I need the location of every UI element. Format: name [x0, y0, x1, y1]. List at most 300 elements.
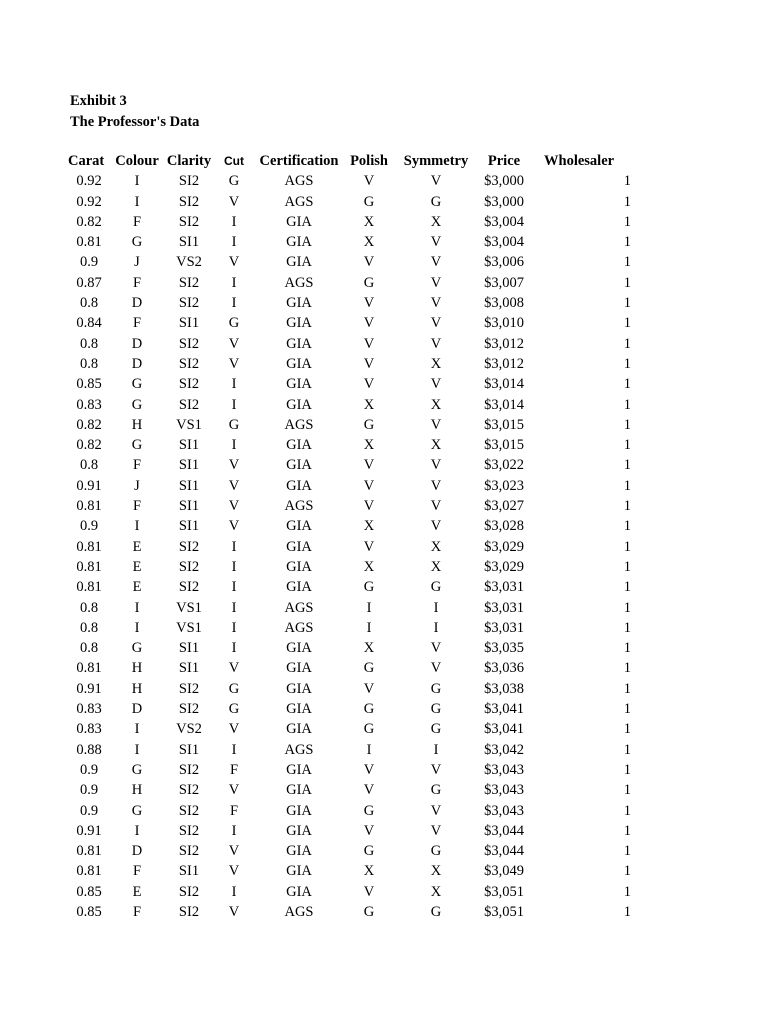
header-clarity: Clarity [166, 153, 212, 169]
cell-certification: GIA [286, 680, 312, 697]
cell-price: $3,023 [484, 477, 524, 494]
cell-carat: 0.9 [79, 761, 99, 778]
cell-carat: 0.81 [76, 558, 102, 575]
table-row [68, 516, 631, 536]
cell-cut: G [228, 416, 240, 433]
cell-symmetry: X [430, 355, 442, 372]
cell-certification: GIA [286, 761, 312, 778]
cell-wholesaler: 1 [623, 416, 631, 433]
cell-colour: G [131, 234, 143, 251]
cell-polish: V [363, 335, 375, 352]
table-header-row [68, 151, 631, 171]
header-polish: Polish [350, 153, 388, 169]
cell-clarity: SI1 [178, 498, 200, 515]
table-row [68, 252, 631, 272]
cell-cut: I [231, 558, 237, 575]
cell-clarity: SI2 [178, 903, 200, 920]
cell-wholesaler: 1 [623, 701, 631, 718]
cell-symmetry: V [430, 802, 442, 819]
cell-price: $3,008 [484, 295, 524, 312]
header-symmetry: Symmetry [403, 153, 469, 169]
cell-wholesaler: 1 [623, 518, 631, 535]
cell-polish: G [363, 193, 375, 210]
cell-price: $3,051 [484, 883, 524, 900]
cell-certification: GIA [286, 782, 312, 799]
cell-colour: H [131, 660, 143, 677]
cell-carat: 0.81 [76, 498, 102, 515]
cell-cut: I [231, 579, 237, 596]
cell-colour: H [131, 782, 143, 799]
cell-certification: GIA [286, 518, 312, 535]
cell-carat: 0.8 [79, 295, 99, 312]
table-row [68, 882, 631, 902]
cell-clarity: SI2 [178, 782, 200, 799]
cell-cut: V [228, 660, 240, 677]
cell-wholesaler: 1 [623, 315, 631, 332]
header-certification: Certification [259, 153, 339, 169]
cell-colour: D [131, 843, 143, 860]
cell-symmetry: V [430, 173, 442, 190]
cell-colour: D [131, 355, 143, 372]
cell-carat: 0.91 [76, 477, 102, 494]
cell-carat: 0.9 [79, 802, 99, 819]
cell-price: $3,038 [484, 680, 524, 697]
cell-symmetry: X [430, 883, 442, 900]
cell-symmetry: V [430, 416, 442, 433]
cell-polish: X [363, 518, 375, 535]
cell-wholesaler: 1 [623, 234, 631, 251]
cell-price: $3,042 [484, 741, 524, 758]
cell-price: $3,043 [484, 802, 524, 819]
table-row [68, 435, 631, 455]
cell-price: $3,029 [484, 538, 524, 555]
cell-polish: G [363, 701, 375, 718]
cell-colour: F [132, 498, 142, 515]
cell-carat: 0.81 [76, 579, 102, 596]
cell-cut: V [228, 335, 240, 352]
table-row [68, 415, 631, 435]
cell-clarity: VS2 [176, 254, 202, 271]
cell-polish: X [363, 640, 375, 657]
header-price: Price [487, 153, 521, 169]
cell-symmetry: X [430, 437, 442, 454]
cell-carat: 0.81 [76, 234, 102, 251]
cell-clarity: VS2 [176, 721, 202, 738]
cell-carat: 0.82 [76, 437, 102, 454]
cell-colour: F [132, 315, 142, 332]
cell-certification: GIA [286, 701, 312, 718]
cell-clarity: SI1 [178, 477, 200, 494]
cell-cut: V [228, 843, 240, 860]
cell-certification: GIA [286, 335, 312, 352]
cell-wholesaler: 1 [623, 193, 631, 210]
cell-polish: V [363, 538, 375, 555]
cell-carat: 0.82 [76, 213, 102, 230]
cell-clarity: SI1 [178, 741, 200, 758]
cell-price: $3,036 [484, 660, 524, 677]
cell-clarity: SI2 [178, 883, 200, 900]
header-cut: Cut [224, 154, 244, 168]
cell-certification: GIA [286, 558, 312, 575]
cell-carat: 0.88 [76, 741, 102, 758]
cell-symmetry: G [430, 843, 442, 860]
cell-cut: V [228, 903, 240, 920]
cell-polish: V [363, 883, 375, 900]
cell-certification: GIA [286, 457, 312, 474]
table-row [68, 313, 631, 333]
cell-price: $3,012 [484, 355, 524, 372]
cell-clarity: SI2 [178, 396, 200, 413]
cell-cut: I [231, 274, 237, 291]
cell-symmetry: G [430, 701, 442, 718]
cell-colour: J [134, 254, 140, 271]
cell-polish: G [363, 660, 375, 677]
cell-price: $3,000 [484, 193, 524, 210]
cell-colour: I [134, 173, 140, 190]
cell-cut: G [228, 701, 240, 718]
cell-wholesaler: 1 [623, 619, 631, 636]
cell-symmetry: X [430, 396, 442, 413]
cell-clarity: SI1 [178, 863, 200, 880]
cell-colour: E [132, 538, 142, 555]
cell-cut: F [229, 802, 239, 819]
cell-clarity: SI2 [178, 295, 200, 312]
cell-clarity: SI2 [178, 193, 200, 210]
table-row [68, 841, 631, 861]
cell-symmetry: G [430, 782, 442, 799]
table-row [68, 861, 631, 881]
cell-polish: X [363, 213, 375, 230]
cell-clarity: SI1 [178, 315, 200, 332]
table-row [68, 354, 631, 374]
cell-price: $3,004 [484, 234, 524, 251]
cell-wholesaler: 1 [623, 498, 631, 515]
cell-price: $3,015 [484, 416, 524, 433]
cell-price: $3,041 [484, 701, 524, 718]
cell-price: $3,031 [484, 599, 524, 616]
table-row [68, 821, 631, 841]
cell-wholesaler: 1 [623, 822, 631, 839]
table-row [68, 293, 631, 313]
table-row [68, 801, 631, 821]
cell-polish: V [363, 315, 375, 332]
cell-polish: G [363, 416, 375, 433]
cell-symmetry: V [430, 376, 442, 393]
cell-symmetry: I [433, 741, 439, 758]
cell-wholesaler: 1 [623, 213, 631, 230]
cell-certification: AGS [284, 193, 314, 210]
cell-carat: 0.8 [79, 457, 99, 474]
cell-certification: AGS [284, 416, 314, 433]
cell-certification: GIA [286, 213, 312, 230]
cell-clarity: VS1 [176, 599, 202, 616]
cell-wholesaler: 1 [623, 680, 631, 697]
cell-symmetry: X [430, 558, 442, 575]
table-row [68, 679, 631, 699]
cell-wholesaler: 1 [623, 457, 631, 474]
cell-cut: I [231, 822, 237, 839]
cell-wholesaler: 1 [623, 903, 631, 920]
cell-clarity: SI2 [178, 335, 200, 352]
table-row [68, 496, 631, 516]
cell-wholesaler: 1 [623, 254, 631, 271]
cell-polish: I [366, 741, 372, 758]
cell-colour: E [132, 579, 142, 596]
cell-colour: H [131, 416, 143, 433]
table-row [68, 902, 631, 922]
table-row [68, 537, 631, 557]
cell-wholesaler: 1 [623, 437, 631, 454]
cell-clarity: VS1 [176, 619, 202, 636]
cell-polish: V [363, 295, 375, 312]
cell-price: $3,012 [484, 335, 524, 352]
cell-price: $3,043 [484, 782, 524, 799]
cell-symmetry: G [430, 680, 442, 697]
cell-clarity: SI2 [178, 213, 200, 230]
cell-cut: G [228, 680, 240, 697]
cell-cut: V [228, 498, 240, 515]
cell-certification: GIA [286, 234, 312, 251]
cell-cut: V [228, 518, 240, 535]
cell-polish: V [363, 498, 375, 515]
cell-clarity: SI2 [178, 843, 200, 860]
cell-carat: 0.83 [76, 396, 102, 413]
cell-clarity: SI1 [178, 234, 200, 251]
cell-cut: G [228, 173, 240, 190]
table-row [68, 334, 631, 354]
cell-carat: 0.8 [79, 335, 99, 352]
cell-wholesaler: 1 [623, 660, 631, 677]
table-row [68, 395, 631, 415]
cell-carat: 0.87 [76, 274, 102, 291]
cell-symmetry: V [430, 295, 442, 312]
table-row [68, 638, 631, 658]
cell-cut: I [231, 883, 237, 900]
cell-colour: G [131, 802, 143, 819]
cell-symmetry: V [430, 660, 442, 677]
cell-wholesaler: 1 [623, 782, 631, 799]
cell-polish: V [363, 173, 375, 190]
cell-carat: 0.83 [76, 721, 102, 738]
cell-colour: G [131, 640, 143, 657]
cell-certification: GIA [286, 660, 312, 677]
cell-polish: G [363, 721, 375, 738]
cell-carat: 0.9 [79, 518, 99, 535]
cell-polish: X [363, 396, 375, 413]
cell-polish: V [363, 254, 375, 271]
cell-polish: V [363, 457, 375, 474]
cell-carat: 0.8 [79, 599, 99, 616]
cell-cut: V [228, 477, 240, 494]
cell-clarity: SI2 [178, 274, 200, 291]
cell-certification: GIA [286, 802, 312, 819]
document-title: The Professor's Data [70, 114, 200, 130]
cell-polish: X [363, 863, 375, 880]
cell-polish: X [363, 558, 375, 575]
cell-symmetry: I [433, 599, 439, 616]
cell-price: $3,044 [484, 843, 524, 860]
table-row [68, 618, 631, 638]
table-row [68, 273, 631, 293]
cell-colour: I [134, 741, 140, 758]
cell-colour: I [134, 721, 140, 738]
cell-cut: I [231, 295, 237, 312]
cell-carat: 0.91 [76, 822, 102, 839]
cell-certification: GIA [286, 538, 312, 555]
cell-price: $3,004 [484, 213, 524, 230]
cell-certification: AGS [284, 619, 314, 636]
cell-clarity: SI2 [178, 376, 200, 393]
exhibit-label: Exhibit 3 [70, 93, 127, 109]
cell-colour: F [132, 457, 142, 474]
cell-price: $3,010 [484, 315, 524, 332]
cell-symmetry: I [433, 619, 439, 636]
cell-carat: 0.92 [76, 193, 102, 210]
cell-symmetry: G [430, 721, 442, 738]
cell-carat: 0.8 [79, 640, 99, 657]
cell-certification: AGS [284, 274, 314, 291]
cell-price: $3,027 [484, 498, 524, 515]
cell-symmetry: V [430, 315, 442, 332]
cell-polish: G [363, 579, 375, 596]
cell-clarity: SI1 [178, 660, 200, 677]
cell-clarity: SI1 [178, 518, 200, 535]
table-row [68, 212, 631, 232]
table-row [68, 171, 631, 191]
cell-certification: GIA [286, 376, 312, 393]
cell-wholesaler: 1 [623, 721, 631, 738]
cell-wholesaler: 1 [623, 295, 631, 312]
cell-polish: V [363, 822, 375, 839]
cell-wholesaler: 1 [623, 802, 631, 819]
cell-price: $3,014 [484, 376, 524, 393]
cell-certification: AGS [284, 498, 314, 515]
cell-wholesaler: 1 [623, 599, 631, 616]
table-row [68, 658, 631, 678]
cell-polish: V [363, 477, 375, 494]
cell-clarity: SI2 [178, 558, 200, 575]
table-row [68, 374, 631, 394]
cell-polish: X [363, 437, 375, 454]
cell-price: $3,015 [484, 437, 524, 454]
cell-carat: 0.82 [76, 416, 102, 433]
cell-colour: G [131, 437, 143, 454]
cell-colour: D [131, 701, 143, 718]
cell-colour: I [134, 599, 140, 616]
cell-colour: E [132, 558, 142, 575]
cell-polish: G [363, 274, 375, 291]
table-row [68, 719, 631, 739]
cell-cut: V [228, 457, 240, 474]
cell-wholesaler: 1 [623, 355, 631, 372]
cell-certification: AGS [284, 741, 314, 758]
cell-certification: GIA [286, 477, 312, 494]
table-row [68, 557, 631, 577]
cell-clarity: SI2 [178, 822, 200, 839]
cell-carat: 0.85 [76, 376, 102, 393]
cell-colour: F [132, 213, 142, 230]
cell-carat: 0.8 [79, 355, 99, 372]
cell-carat: 0.9 [79, 782, 99, 799]
cell-clarity: SI2 [178, 173, 200, 190]
cell-polish: X [363, 234, 375, 251]
cell-polish: V [363, 355, 375, 372]
cell-colour: F [132, 863, 142, 880]
cell-colour: G [131, 396, 143, 413]
cell-certification: GIA [286, 579, 312, 596]
cell-price: $3,044 [484, 822, 524, 839]
table-row [68, 476, 631, 496]
header-carat: Carat [68, 153, 105, 169]
cell-carat: 0.84 [76, 315, 102, 332]
cell-polish: G [363, 802, 375, 819]
cell-price: $3,051 [484, 903, 524, 920]
cell-clarity: SI2 [178, 802, 200, 819]
cell-wholesaler: 1 [623, 335, 631, 352]
cell-wholesaler: 1 [623, 741, 631, 758]
cell-colour: G [131, 761, 143, 778]
cell-wholesaler: 1 [623, 558, 631, 575]
cell-certification: GIA [286, 721, 312, 738]
cell-wholesaler: 1 [623, 883, 631, 900]
cell-price: $3,014 [484, 396, 524, 413]
cell-symmetry: G [430, 903, 442, 920]
cell-clarity: SI2 [178, 680, 200, 697]
cell-polish: G [363, 903, 375, 920]
cell-symmetry: X [430, 538, 442, 555]
cell-wholesaler: 1 [623, 863, 631, 880]
cell-clarity: SI1 [178, 640, 200, 657]
cell-colour: H [131, 680, 143, 697]
cell-cut: I [231, 396, 237, 413]
cell-clarity: SI2 [178, 761, 200, 778]
table-row [68, 192, 631, 212]
cell-colour: D [131, 295, 143, 312]
cell-colour: F [132, 903, 142, 920]
table-row [68, 740, 631, 760]
cell-colour: J [134, 477, 140, 494]
cell-carat: 0.83 [76, 701, 102, 718]
header-colour: Colour [115, 153, 159, 169]
cell-certification: GIA [286, 863, 312, 880]
cell-price: $3,049 [484, 863, 524, 880]
cell-clarity: SI1 [178, 457, 200, 474]
cell-wholesaler: 1 [623, 761, 631, 778]
cell-symmetry: V [430, 518, 442, 535]
cell-clarity: VS1 [176, 416, 202, 433]
cell-price: $3,031 [484, 619, 524, 636]
cell-symmetry: X [430, 863, 442, 880]
cell-carat: 0.81 [76, 538, 102, 555]
cell-symmetry: V [430, 457, 442, 474]
cell-clarity: SI2 [178, 701, 200, 718]
cell-cut: V [228, 355, 240, 372]
cell-certification: GIA [286, 843, 312, 860]
cell-price: $3,006 [484, 254, 524, 271]
cell-cut: I [231, 376, 237, 393]
cell-certification: GIA [286, 254, 312, 271]
cell-price: $3,022 [484, 457, 524, 474]
table-row [68, 455, 631, 475]
cell-colour: I [134, 619, 140, 636]
cell-cut: V [228, 721, 240, 738]
cell-wholesaler: 1 [623, 538, 631, 555]
cell-cut: I [231, 538, 237, 555]
cell-polish: V [363, 761, 375, 778]
cell-certification: AGS [284, 599, 314, 616]
cell-cut: G [228, 315, 240, 332]
table-row [68, 598, 631, 618]
